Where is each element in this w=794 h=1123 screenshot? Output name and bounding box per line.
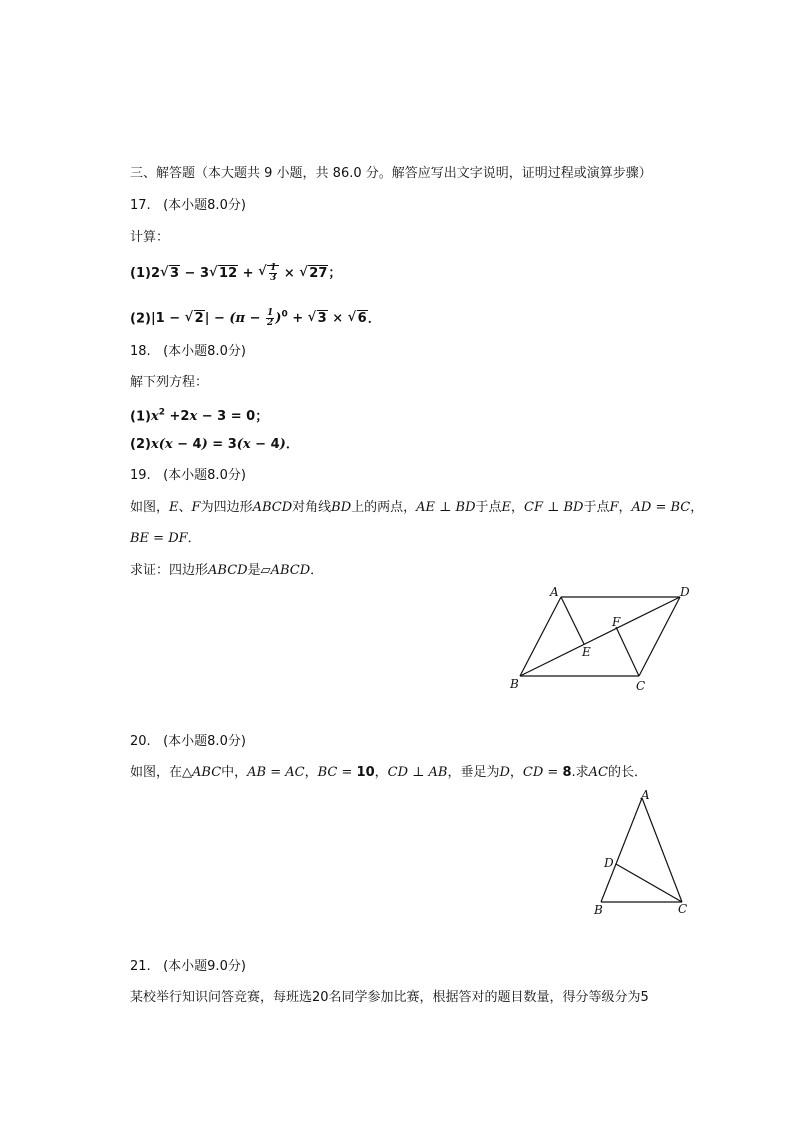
q18-part2-label: (2)	[130, 437, 151, 452]
q18-instruction: 解下列方程：	[130, 375, 209, 390]
section-header: 三、解答题（本大题共 9 小题，共 86.0 分。解答应写出文字说明，证明过程或演算步骤）	[130, 166, 652, 181]
label-D: D	[680, 585, 690, 599]
q17-title	[130, 197, 246, 215]
q18-title	[130, 343, 246, 361]
q20-title	[130, 733, 246, 751]
label-B: B	[510, 677, 519, 691]
q19-text-line2: BE = DF．	[130, 531, 201, 546]
q18-part2: (2)x(x − 4) = 3(x − 4)．	[130, 437, 299, 452]
q17-number: 17.	[130, 198, 151, 213]
q18-part1: $(1)x^2 +2x - 3 = 0$；	[130, 408, 269, 425]
label-A: A	[550, 585, 559, 599]
q18-score: (本小题8.0分)	[163, 344, 246, 359]
q18-number: 18.	[130, 344, 151, 359]
q17-part1: (1)2√ 3 − 3√ 12 + √ $\frac{1}{3}$ × √ 27；	[130, 264, 341, 283]
label-F: F	[612, 615, 621, 629]
q17-score: (本小题8.0分)	[163, 198, 246, 213]
label-B: B	[594, 903, 603, 917]
label-D: D	[604, 856, 614, 870]
q20-text: 如图，在△ABC中，AB = AC，BC = 10，CD ⊥ AB，垂足为D，CD = 8.求AC的长．	[130, 765, 648, 780]
q20-score: (本小题8.0分)	[163, 734, 246, 749]
q19-number: 19.	[130, 468, 151, 483]
q21-score: (本小题9.0分)	[163, 959, 246, 974]
q20-diagram	[585, 783, 695, 923]
q17-instruction: 计算：	[130, 230, 170, 245]
q17-part1-label: (1)	[130, 266, 151, 281]
q21-text: 某校举行知识问答竞赛，每班选20名同学参加比赛，根据答对的题目数量，得分等级分为5	[130, 990, 649, 1005]
q19-title	[130, 467, 246, 485]
label-A: A	[641, 788, 650, 802]
q19-proof: 求证：四边形ABCD是▱ABCD．	[130, 563, 324, 578]
q17-part2-label: (2)	[130, 311, 151, 327]
q19-text-line1: 如图，E、F为四边形ABCD对角线BD上的两点，AE ⊥ BD于点E，CF ⊥ BD于点F，AD = BC，	[130, 500, 704, 515]
q19-score: (本小题8.0分)	[163, 468, 246, 483]
q21-title	[130, 958, 246, 976]
q19-diagram	[500, 580, 700, 695]
label-E: E	[582, 645, 591, 659]
q21-number: 21.	[130, 959, 151, 974]
q17-part2: (2)|1 − √ 2| − (π − $\frac{1}{2}$ )$^0$ + √ 3 × √ 6．	[130, 306, 381, 328]
q20-number: 20.	[130, 734, 151, 749]
label-C: C	[678, 902, 688, 916]
label-C: C	[636, 679, 646, 693]
q18-part1-label: (1)	[130, 409, 151, 425]
